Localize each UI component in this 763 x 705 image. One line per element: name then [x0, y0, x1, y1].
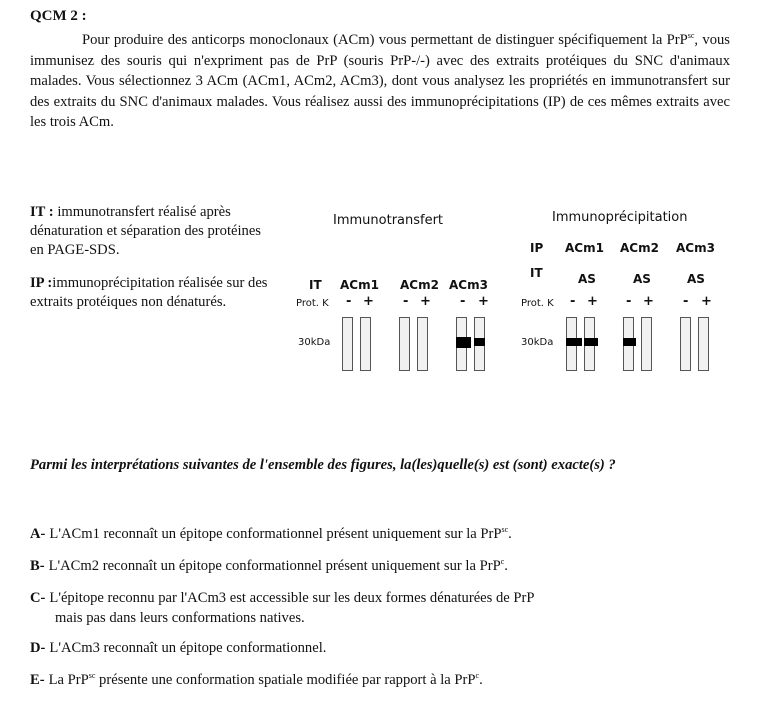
it-acm3-label: ACm3: [449, 278, 488, 292]
intro-sup: sc: [687, 31, 695, 41]
plus-sign: +: [420, 294, 431, 309]
plus-sign: +: [701, 294, 712, 309]
minus-sign: -: [626, 294, 632, 309]
plus-sign: +: [587, 294, 598, 309]
band: [584, 338, 598, 346]
intro-text-1: Pour produire des anticorps monoclonaux (ACm) vous permettant de distinguer spécifiquement la PrP: [82, 32, 688, 48]
ip-acm2-label: ACm2: [620, 241, 659, 255]
lane-ip-acm3-minus: [680, 317, 691, 371]
minus-sign: -: [403, 294, 409, 309]
figure-legend: [30, 203, 278, 326]
it-row-label: IT: [309, 278, 322, 292]
option-b[interactable]: [30, 556, 720, 576]
lane-it-acm2-minus: [399, 317, 410, 371]
option-text-line2: mais pas dans leurs conformations natives.: [55, 610, 305, 626]
kda-label-ip: 30kDa: [521, 337, 554, 348]
ip-acm3-label: ACm3: [676, 241, 715, 255]
lane-it-acm1-minus: [342, 317, 353, 371]
option-letter: D-: [30, 640, 46, 656]
option-letter: B-: [30, 558, 45, 574]
option-text: L'ACm3 reconnaît un épitope conformationnel.: [49, 640, 327, 656]
legend-ip-text: immunoprécipitation réalisée sur des extraits protéiques non dénaturés.: [30, 275, 268, 310]
legend-ip: [30, 274, 278, 312]
option-sup-2: c: [475, 671, 480, 681]
ip-row-label: IP: [530, 241, 544, 255]
minus-sign: -: [346, 294, 352, 309]
plus-sign: +: [478, 294, 489, 309]
it-acm1-label: ACm1: [340, 278, 379, 292]
option-e[interactable]: [30, 670, 720, 690]
option-d[interactable]: [30, 638, 720, 658]
as-label-3: AS: [687, 272, 705, 286]
minus-sign: -: [460, 294, 466, 309]
option-text-end: .: [504, 558, 508, 574]
legend-it: [30, 203, 278, 260]
lane-ip-acm1-plus: [584, 317, 595, 371]
legend-it-label: IT :: [30, 204, 54, 220]
option-text: L'épitope reconnu par l'ACm3 est accessible sur les deux formes dénaturées de PrP: [49, 590, 535, 606]
lane-ip-acm2-plus: [641, 317, 652, 371]
question-prompt: Parmi les interprétations suivantes de l'ensemble des figures, la(les)quelle(s) est (sont) exacte(s) ?: [30, 457, 616, 473]
as-label-2: AS: [633, 272, 651, 286]
option-sup: sc: [88, 671, 96, 681]
option-text: La PrP: [48, 672, 89, 688]
lane-it-acm1-plus: [360, 317, 371, 371]
kda-label-it: 30kDa: [298, 337, 331, 348]
band: [474, 338, 485, 346]
immunotransfert-title: Immunotransfert: [333, 213, 444, 228]
option-sup: sc: [501, 525, 509, 535]
lane-ip-acm3-plus: [698, 317, 709, 371]
intro-paragraph: [30, 30, 730, 133]
band: [456, 337, 471, 348]
plus-sign: +: [363, 294, 374, 309]
option-a[interactable]: [30, 524, 720, 544]
lane-it-acm2-plus: [417, 317, 428, 371]
minus-sign: -: [683, 294, 689, 309]
lane-it-acm3-plus: [474, 317, 485, 371]
option-text-mid: présente une conformation spatiale modifiée par rapport à la PrP: [95, 672, 476, 688]
plus-sign: +: [643, 294, 654, 309]
option-text: L'ACm2 reconnaît un épitope conformationnel présent uniquement sur la PrP: [48, 558, 501, 574]
protk-label-it: Prot. K: [296, 298, 329, 309]
as-label-1: AS: [578, 272, 596, 286]
option-letter: A-: [30, 526, 46, 542]
intro-text-2: , vous immunisez des souris qui n'expriment pas de PrP (souris PrP-/-) avec des extraits protéiques du SNC d'animaux malades. Vous sélectionnez 3 ACm (ACm1, ACm2, ACm3), dont vous analysez les propriétés en immunotransfert sur des extraits du SNC d'animaux malades. Vous réalisez aussi des immunoprécipitations (IP) de ces mêmes extraits avec les trois ACm.: [30, 32, 730, 130]
ip-acm1-label: ACm1: [565, 241, 604, 255]
immunoprecipitation-title: Immunoprécipitation: [552, 210, 688, 225]
option-text: L'ACm1 reconnaît un épitope conformationnel présent uniquement sur la PrP: [49, 526, 502, 542]
legend-it-text: immunotransfert réalisé après dénaturation et séparation des protéines en PAGE-SDS.: [30, 204, 261, 258]
lane-ip-acm1-minus: [566, 317, 577, 371]
option-letter: C-: [30, 590, 46, 606]
lane-ip-acm2-minus: [623, 317, 634, 371]
option-text-end: .: [479, 672, 483, 688]
it-acm2-label: ACm2: [400, 278, 439, 292]
band: [623, 338, 636, 346]
question-title: QCM 2 :: [30, 8, 87, 24]
lane-it-acm3-minus: [456, 317, 467, 371]
legend-ip-label: IP :: [30, 275, 53, 291]
option-letter: E-: [30, 672, 45, 688]
option-text-end: .: [508, 526, 512, 542]
option-c[interactable]: [30, 588, 720, 628]
minus-sign: -: [570, 294, 576, 309]
band: [566, 338, 582, 346]
ip-it-row-label: IT: [530, 266, 543, 280]
option-sup: c: [500, 557, 505, 567]
protk-label-ip: Prot. K: [521, 298, 554, 309]
